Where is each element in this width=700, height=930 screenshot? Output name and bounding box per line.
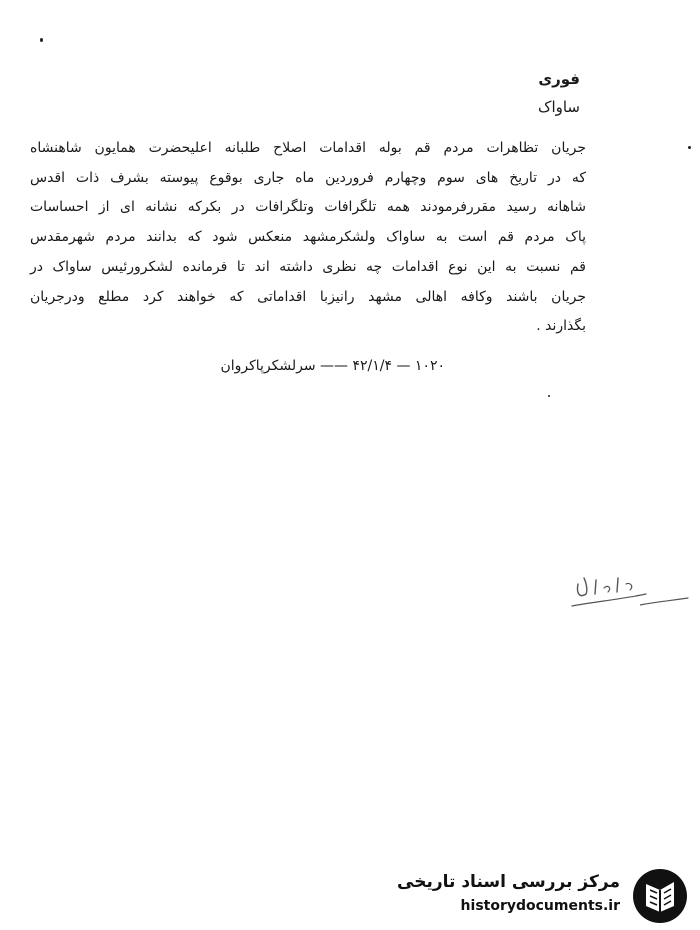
handwritten-margin-note: [568, 564, 648, 614]
handwritten-underline: [640, 596, 690, 608]
addressee: ساواک: [538, 98, 580, 116]
ink-speck: [548, 395, 550, 397]
body-line: جریان تظاهرات مردم قم بوله اقدامات اصلاح طلبانه اعلیحضرت همایون شاهنشاه: [30, 140, 586, 156]
urgency-label: فوری: [538, 70, 580, 88]
body-line: قم نسبت به این نوع اقدامات چه نظری داشته اند تا فرمانده لشکرورئیس ساواک در: [30, 258, 586, 275]
body-line: پاک مردم قم است به ساواک ولشکرمشهد منعکس شود که بدانند مردم شهرمقدس: [30, 229, 586, 246]
watermark-organization: مرکز بررسی اسناد تاریخی: [397, 872, 620, 892]
ink-speck: [688, 146, 691, 149]
signature-line: ۱۰۲۰ — ۴۲/۱/۴ —— سرلشکرپاکروان: [220, 358, 445, 374]
body-line: جریان باشند وکافه اهالی مشهد رانیزبا اقداماتی که خواهند کرد مطلع ودرجریان: [30, 288, 586, 305]
body-line: شاهانه رسید مقررفرمودند همه تلگرافات وتلگرافات در بکرکه نشانه ای از احساسات: [30, 199, 586, 216]
ink-speck: [40, 38, 43, 42]
body-line: که در تاریخ های سوم وچهارم فروردین ماه جاری بوقوع پیوسته بشرف ذات اقدس: [30, 169, 586, 186]
archive-logo-icon: [630, 866, 690, 926]
watermark-website: historydocuments.ir: [460, 898, 620, 914]
body-line: بگذارند .: [536, 318, 586, 335]
telegram-body: [30, 134, 586, 342]
archive-watermark: [397, 866, 690, 926]
